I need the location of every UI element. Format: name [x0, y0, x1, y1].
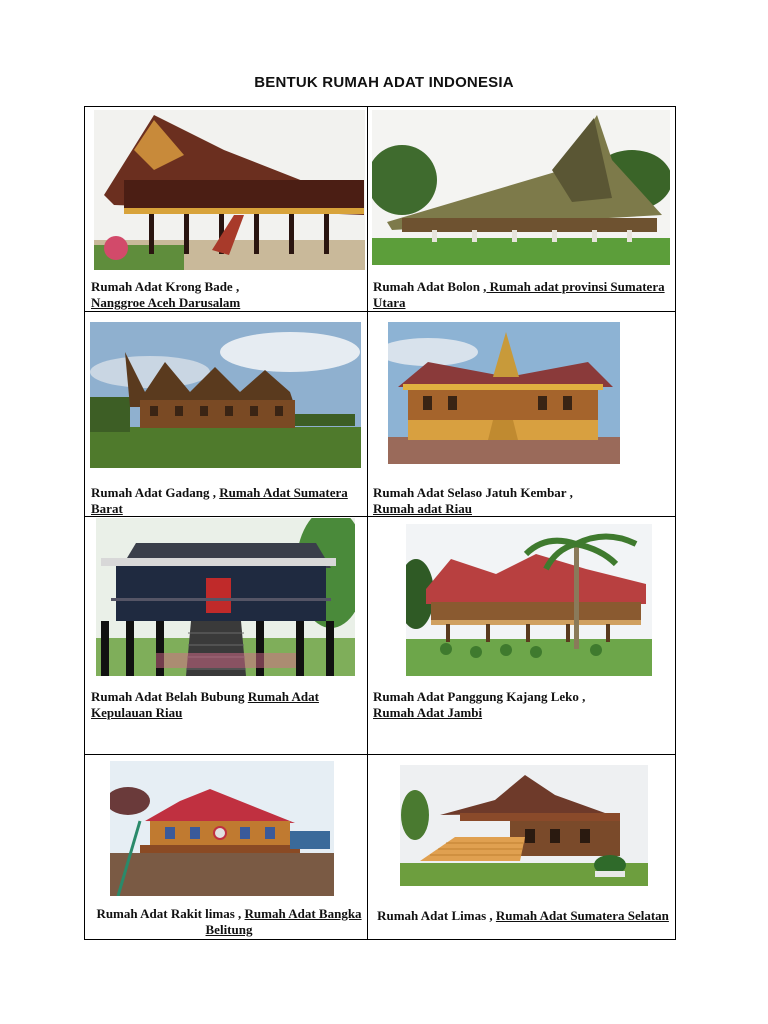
caption-kajang-leko — [373, 689, 673, 721]
house-region: Rumah Adat Kepulauan Riau — [91, 689, 319, 720]
caption-bolon — [373, 279, 673, 311]
house-table — [84, 106, 676, 940]
rumah-belah-bubung-photo — [96, 518, 355, 676]
table-border-top — [84, 106, 676, 107]
column-divider — [367, 106, 368, 940]
house-region: Rumah Adat Sumatera Barat — [91, 485, 348, 516]
rumah-limas-photo — [400, 765, 648, 886]
rumah-selaso-photo — [388, 322, 620, 464]
page-title: BENTUK RUMAH ADAT INDONESIA — [254, 74, 514, 91]
caption-selaso — [373, 485, 673, 517]
house-name: Rumah Adat Gadang , — [91, 485, 216, 500]
row-divider — [84, 754, 676, 755]
rumah-gadang-photo — [90, 322, 361, 468]
house-name: Rumah Adat Limas , — [377, 908, 493, 923]
house-name: Rumah Adat Selaso Jatuh Kembar , — [373, 485, 573, 500]
rumah-rakit-limas-photo — [110, 761, 334, 896]
house-region: Rumah adat provinsi Sumatera Utara — [373, 279, 665, 310]
house-name: Rumah Adat Bolon , — [373, 279, 487, 294]
house-name: Rumah Adat Krong Bade , — [91, 279, 240, 294]
rumah-kajang-leko-photo — [406, 524, 652, 676]
table-border-right — [675, 106, 676, 940]
house-region: Rumah Adat Bangka Belitung — [205, 906, 362, 937]
rumah-krong-bade-photo — [94, 110, 365, 270]
caption-gadang — [91, 485, 366, 517]
table-border-left — [84, 106, 85, 940]
house-region: Rumah adat Riau — [373, 501, 472, 516]
house-region: Nanggroe Aceh Darusalam — [91, 295, 241, 310]
house-name: Rumah Adat Belah Bubung — [91, 689, 245, 704]
row-divider — [84, 311, 676, 312]
caption-krong-bade — [91, 279, 361, 311]
caption-rakit-limas — [90, 906, 368, 938]
caption-limas — [372, 908, 674, 924]
house-region: Rumah Adat Jambi — [373, 705, 483, 720]
house-name: Rumah Adat Rakit limas , — [96, 906, 242, 921]
caption-belah-bubung — [91, 689, 366, 721]
house-name: Rumah Adat Panggung Kajang Leko , — [373, 689, 586, 704]
rumah-bolon-photo — [372, 110, 670, 265]
house-region: Rumah Adat Sumatera Selatan — [495, 908, 669, 923]
table-border-bottom — [84, 939, 676, 940]
